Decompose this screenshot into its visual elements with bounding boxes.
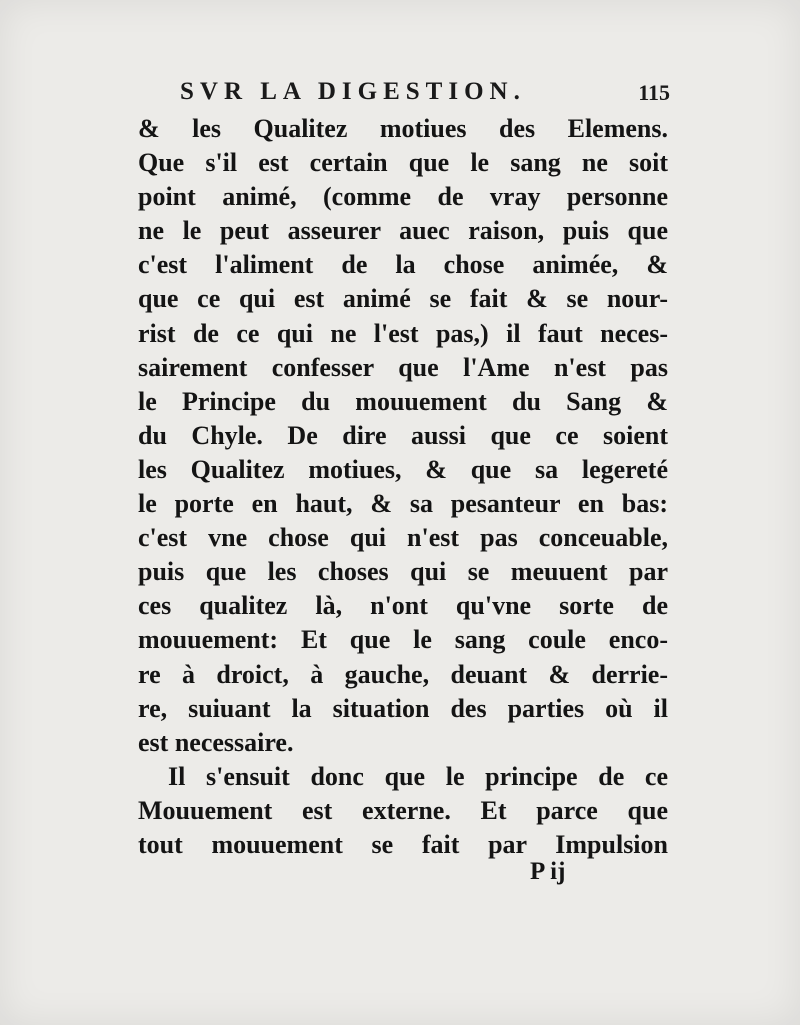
text-line: Il s'ensuit donc que le principe de ce [168,761,668,791]
text-line: est necessaire. [138,727,294,757]
text-line: re, suiuant la situation des parties où il [138,693,668,723]
text-line: tout mouuement se fait par Impulsion [138,829,668,859]
signature-mark: P ij [530,858,566,885]
text-line: ne le peut asseurer auec raison, puis que [138,216,668,246]
page-header [180,78,670,108]
text-line: que ce qui est animé se fait & se nour- [138,284,668,314]
text-line: c'est vne chose qui n'est pas conceuable, [138,523,668,553]
text-line: re à droict, à gauche, deuant & derrie- [138,659,668,689]
text-line: du Chyle. De dire aussi que ce soient [138,420,668,450]
text-line: mouuement: Et que le sang coule enco- [138,625,668,655]
text-line: les Qualitez motiues, & que sa legereté [138,454,668,484]
page-number: 115 [638,80,670,105]
text-line: rist de ce qui ne l'est pas,) il faut neces- [138,318,668,348]
text-line: Mouuement est externe. Et parce que [138,795,668,825]
text-line: & les Qualitez motiues des Elemens. [138,114,668,143]
text-line: Que s'il est certain que le sang ne soit [138,148,668,178]
text-line: c'est l'aliment de la chose animée, & [138,250,668,280]
text-line: point animé, (comme de vray personne [138,182,668,212]
running-head: SVR LA DIGESTION. [180,78,526,105]
body-text [138,112,668,862]
text-line: sairement confesser que l'Ame n'est pas [138,352,668,382]
text-line: ces qualitez là, n'ont qu'vne sorte de [138,591,668,621]
text-line: le porte en haut, & sa pesanteur en bas: [138,489,668,519]
text-line: le Principe du mouuement du Sang & [138,386,668,416]
text-line: puis que les choses qui se meuuent par [138,557,668,587]
